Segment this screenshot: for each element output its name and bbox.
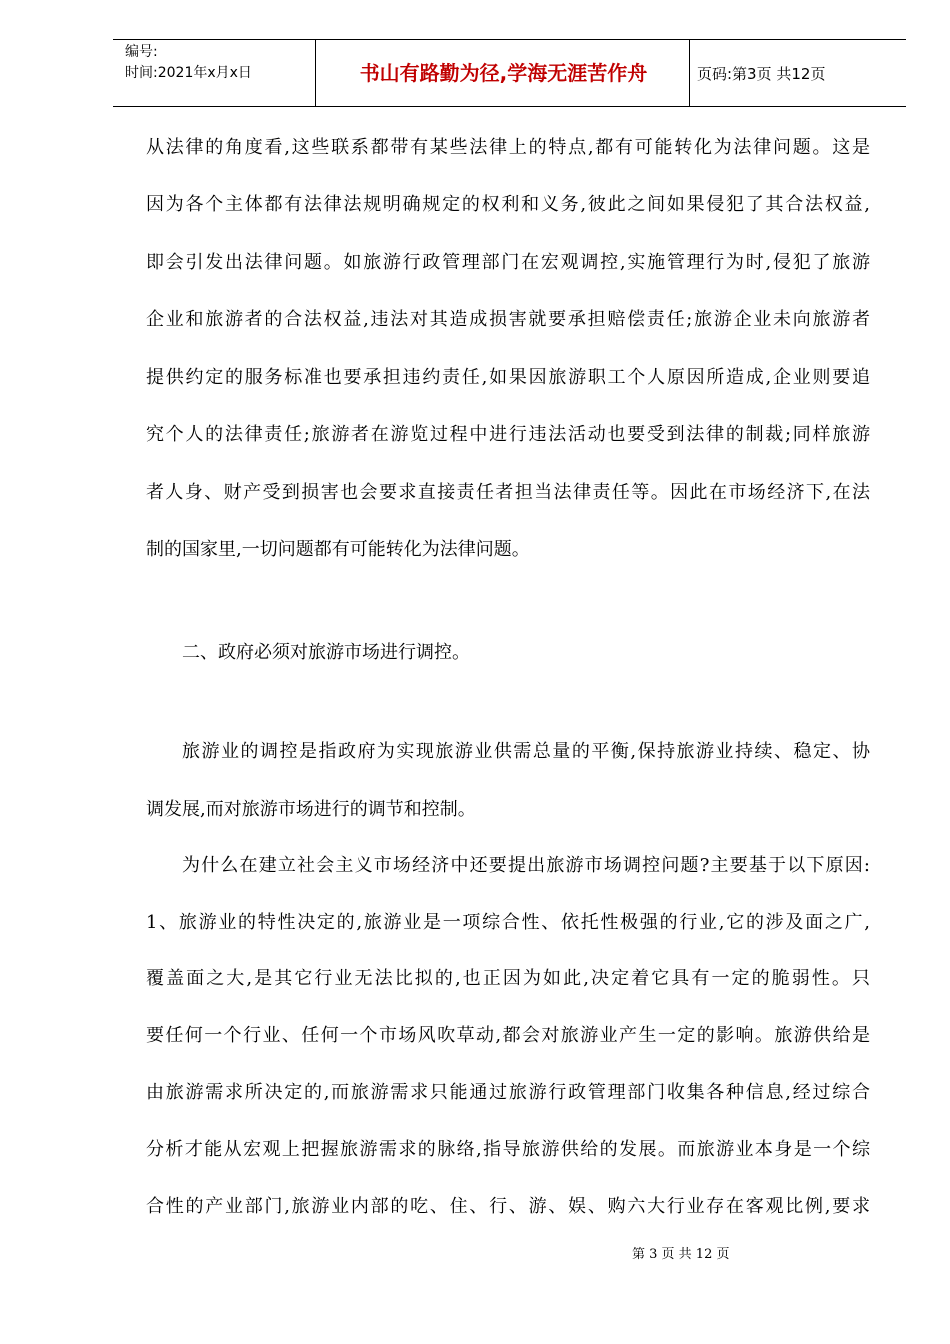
header-meta (125, 42, 252, 84)
body-line: 究个人的法律责任;旅游者在游览过程中进行违法活动也要受到法律的制裁;同样旅游 (146, 424, 870, 445)
section-heading: 二、政府必须对旅游市场进行调控。 (182, 642, 470, 663)
body-line: 合性的产业部门,旅游业内部的吃、住、行、游、娱、购六大行业存在客观比例,要求 (146, 1196, 870, 1217)
header-page-number: 页码:第3页 共12页 (697, 65, 826, 83)
header-bottom-rule (113, 106, 906, 107)
body-line: 为什么在建立社会主义市场经济中还要提出旅游市场调控问题?主要基于以下原因: (182, 855, 870, 876)
body-line: 1、旅游业的特性决定的,旅游业是一项综合性、依托性极强的行业,它的涉及面之广, (146, 912, 870, 933)
body-line: 调发展,而对旅游市场进行的调节和控制。 (146, 799, 476, 820)
body-line: 因为各个主体都有法律法规明确规定的权利和义务,彼此之间如果侵犯了其合法权益, (146, 194, 870, 215)
body-line: 要任何一个行业、任何一个市场风吹草动,都会对旅游业产生一定的影响。旅游供给是 (146, 1025, 870, 1046)
header-motto: 书山有路勤为径,学海无涯苦作舟 (359, 61, 648, 85)
header-time: 时间:2021年x月x日 (125, 65, 252, 81)
page-header (113, 39, 906, 107)
body-line: 制的国家里,一切问题都有可能转化为法律问题。 (146, 539, 530, 560)
body-line: 旅游业的调控是指政府为实现旅游业供需总量的平衡,保持旅游业持续、稳定、协 (182, 741, 870, 762)
page-footer: 第 3 页 共 12 页 (632, 1247, 730, 1262)
body-line: 即会引发出法律问题。如旅游行政管理部门在宏观调控,实施管理行为时,侵犯了旅游 (146, 252, 870, 273)
body-line: 者人身、财产受到损害也会要求直接责任者担当法律责任等。因此在市场经济下,在法 (146, 482, 870, 503)
header-divider-left (315, 39, 316, 107)
body-line: 分析才能从宏观上把握旅游需求的脉络,指导旅游供给的发展。而旅游业本身是一个综 (146, 1139, 870, 1160)
header-number: 编号: (125, 44, 158, 60)
body-line: 覆盖面之大,是其它行业无法比拟的,也正因为如此,决定着它具有一定的脆弱性。只 (146, 968, 870, 989)
body-line: 从法律的角度看,这些联系都带有某些法律上的特点,都有可能转化为法律问题。这是 (146, 137, 870, 158)
body-line: 企业和旅游者的合法权益,违法对其造成损害就要承担赔偿责任;旅游企业未向旅游者 (146, 309, 870, 330)
body-line: 提供约定的服务标准也要承担违约责任,如果因旅游职工个人原因所造成,企业则要追 (146, 367, 870, 388)
body-line: 由旅游需求所决定的,而旅游需求只能通过旅游行政管理部门收集各种信息,经过综合 (146, 1082, 870, 1103)
header-top-rule (113, 39, 906, 40)
